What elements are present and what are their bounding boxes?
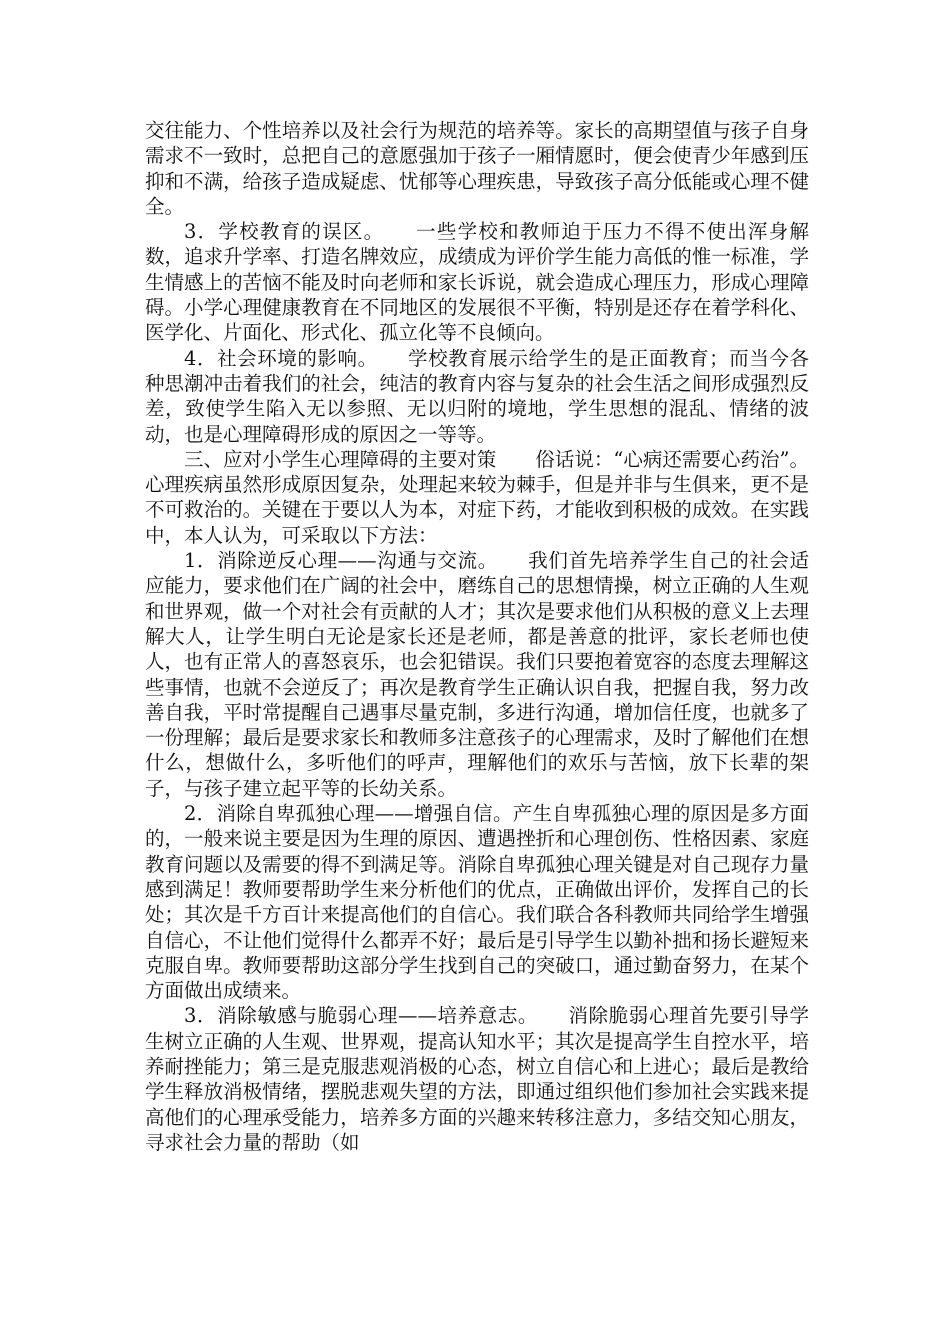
paragraph-section-three-heading: 三、应对小学生心理障碍的主要对策 俗话说：“心病还需要心药治”。心理疾病虽然形成原因复杂，处理起来较为棘手，但是并非与生俱来，更不是不可救治的。关键在于要以人为本，对症下药，才能收到积极的成效。在实践中，本人认为，可采取以下方法： (145, 447, 809, 547)
paragraph-rebellious-psychology: 1．消除逆反心理——沟通与交流。 我们首先培养学生自己的社会适应能力，要求他们在广阔的社会中，磨练自己的思想情操，树立正确的人生观和世界观，做一个对社会有贡献的人才；其次是要求他们从积极的意义上去理解大人，让学生明白无论是家长还是老师，都是善意的批评，家长老师也使人，也有正常人的喜怒哀乐，也会犯错误。我们只要抱着宽容的态度去理解这些事情，也就不会逆反了；再次是教育学生正确认识自我，把握自我，努力改善自我，平时常提醒自己遇事尽量克制，多进行沟通，增加信任度，也就多了一份理解；最后是要求家长和教师多注意孩子的心理需求，及时了解他们在想什么，想做什么，多听他们的呼声，理解他们的欢乐与苦恼，放下长辈的架子，与孩子建立起平等的长幼关系。 (145, 549, 809, 800)
paragraph-school-education: 3．学校教育的误区。 一些学校和教师迫于压力不得不使出浑身解数，追求升学率、打造名牌效应，成绩成为评价学生能力高低的惟一标准，学生情感上的苦恼不能及时向老师和家长诉说，就会造成心理压力，形成心理障碍。小学心理健康教育在不同地区的发展很不平衡，特别是还存在着学科化、医学化、片面化、形式化、孤立化等不良倾向。 (145, 220, 809, 345)
paragraph-sensitivity-fragility: 3．消除敏感与脆弱心理——培养意志。 消除脆弱心理首先要引导学生树立正确的人生观、世界观，提高认知水平；其次是提高学生自控水平，培养耐挫能力；第三是克服悲观消极的心态，树立自信心和上进心；最后是教给学生释放消极情绪，摆脱悲观失望的方法，即通过组织他们参加社会实践来提高他们的心理承受能力，培养多方面的兴趣来转移注意力，多结交知心朋友，寻求社会力量的帮助（如 (145, 1004, 809, 1154)
document-page (145, 118, 809, 1155)
paragraph-inferiority-loneliness: 2．消除自卑孤独心理——增强自信。产生自卑孤独心理的原因是多方面的，一般来说主要是因为生理的原因、遭遇挫折和心理创伤、性格因素、家庭教育问题以及需要的得不到满足等。消除自卑孤独心理关键是对自己现存力量感到满足！教师要帮助学生来分析他们的优点，正确做出评价，发挥自己的长处；其次是千方百计来提高他们的自信心。我们联合各科教师共同给学生增强自信心，不让他们觉得什么都弄不好；最后是引导学生以勤补拙和扬长避短来克服自卑。教师要帮助这部分学生找到自己的突破口，通过勤奋努力，在某个方面做出成绩来。 (145, 802, 809, 1003)
paragraph-social-environment: 4．社会环境的影响。 学校教育展示给学生的是正面教育；而当今各种思潮冲击着我们的社会，纯洁的教育内容与复杂的社会生活之间形成强烈反差，致使学生陷入无以参照、无以归附的境地，学生思想的混乱、情绪的波动，也是心理障碍形成的原因之一等等。 (145, 346, 809, 446)
paragraph-continuation: 交往能力、个性培养以及社会行为规范的培养等。家长的高期望值与孩子自身需求不一致时，总把自己的意愿强加于孩子一厢情愿时，便会使青少年感到压抑和不满，给孩子造成疑虑、忧郁等心理疾患，导致孩子高分低能或心理不健全。 (145, 119, 809, 218)
